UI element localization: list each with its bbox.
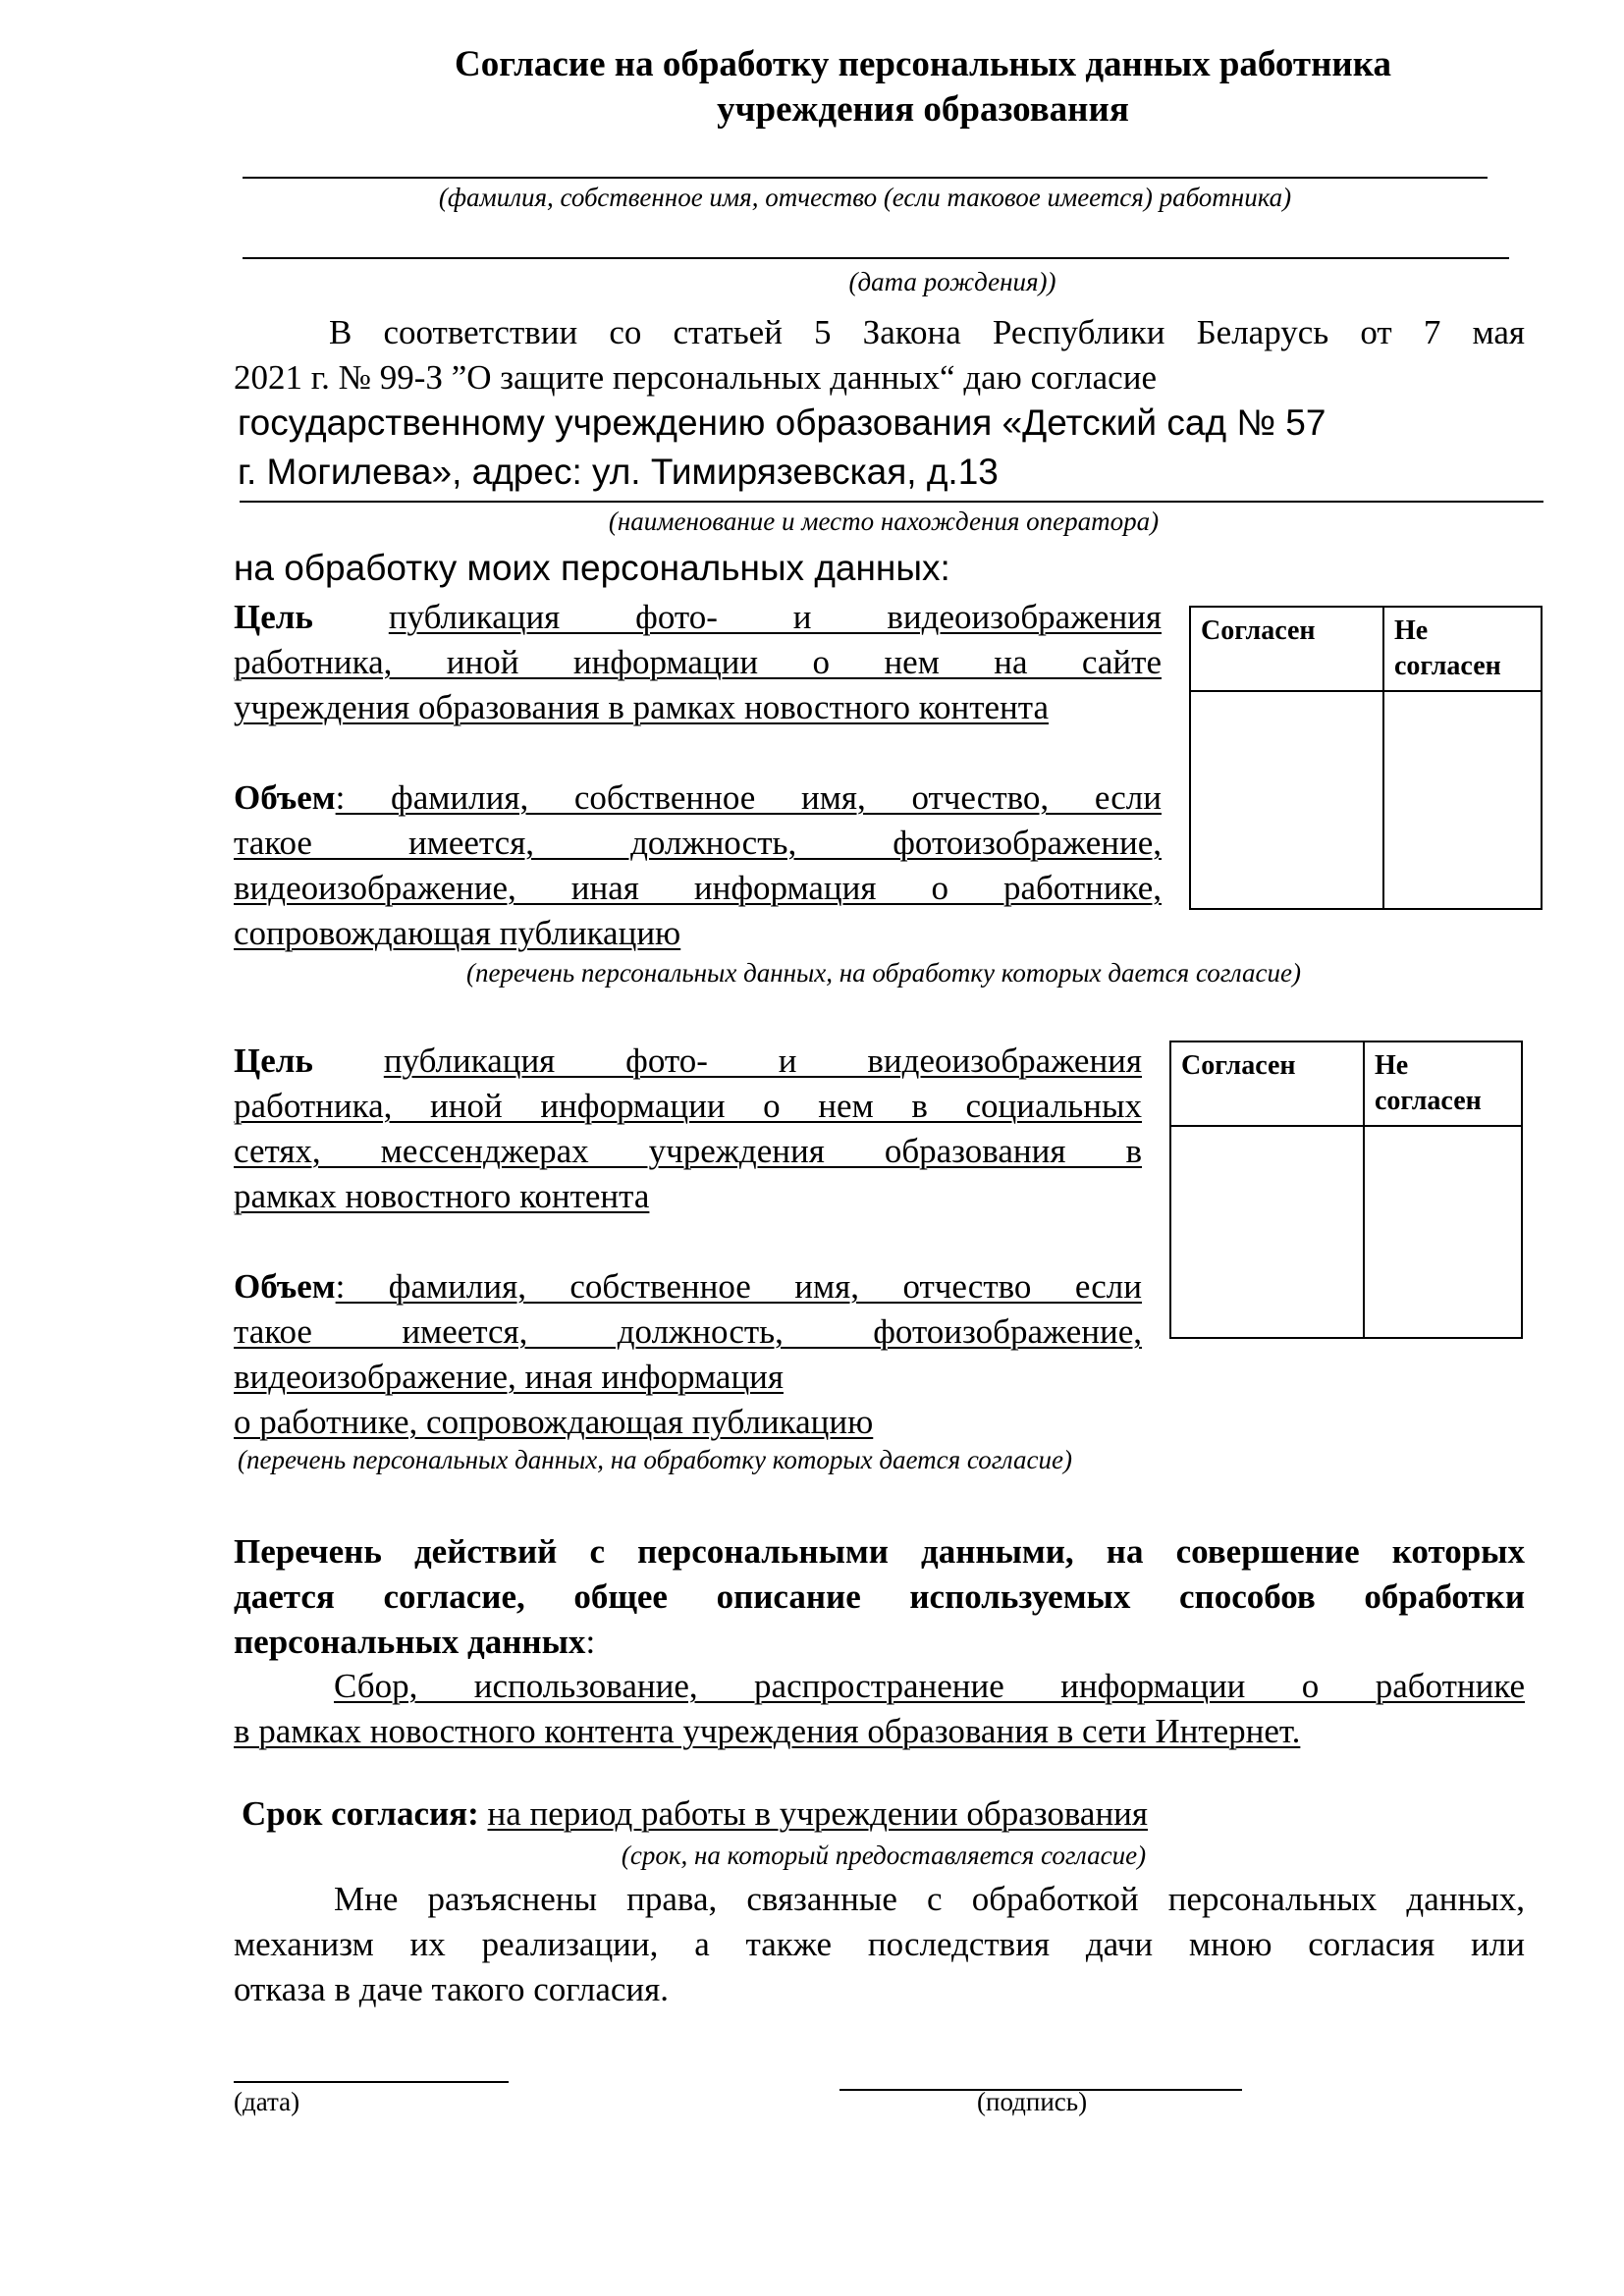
block2-scope-line-1: Объем: фамилия, собственное имя, отчество если xyxy=(234,1267,1142,1306)
block2-data-caption: (перечень персональных данных, на обработку которых дается согласие) xyxy=(238,1445,1072,1474)
block2-scope-line-3: видеоизображение, иная информация xyxy=(234,1358,784,1396)
birth-date-line[interactable] xyxy=(243,257,1509,259)
actions-text-line-1: Сбор, использование, распространение информации о работнике xyxy=(334,1667,1525,1705)
block1-scope-line-2: такое имеется, должность, фотоизображение, xyxy=(234,824,1162,862)
closing-line-1: Мне разъяснены права, связанные с обработкой персональных данных, xyxy=(334,1880,1525,1918)
term-value: на период работы в учреждении образования xyxy=(487,1794,1149,1833)
block1-agree-checkbox[interactable] xyxy=(1190,691,1383,909)
block2-agree-checkbox[interactable] xyxy=(1170,1126,1364,1338)
block2-purpose-line-3: сетях, мессенджерах учреждения образования в xyxy=(234,1132,1142,1170)
date-caption: (дата) xyxy=(234,2087,300,2116)
block2-purpose-line-2: работника, иной информации о нем в социальных xyxy=(234,1087,1142,1125)
employee-name-line[interactable] xyxy=(243,177,1488,179)
block2-disagree-checkbox[interactable] xyxy=(1364,1126,1522,1338)
block2-scope-label: Объем xyxy=(234,1267,336,1306)
document-title-line2: учреждения образования xyxy=(717,89,1129,130)
term-caption: (срок, на который предоставляется согласие) xyxy=(621,1841,1147,1870)
block1-scope-line-4: сопровождающая публикацию xyxy=(234,914,681,952)
operator-line-1: государственному учреждению образования «Детский сад № 57 xyxy=(238,402,1326,443)
block1-scope-label: Объем xyxy=(234,778,336,817)
block2-text xyxy=(234,1039,1142,1445)
actions-heading-line-3: персональных данных: xyxy=(234,1623,596,1661)
signature-caption: (подпись) xyxy=(977,2087,1088,2116)
block1-data-caption: (перечень персональных данных, на обработку которых дается согласие) xyxy=(466,958,1301,988)
date-line[interactable] xyxy=(234,2081,509,2083)
block1-purpose-label: Цель xyxy=(234,598,313,636)
block2-disagree-header: Не согласен xyxy=(1364,1041,1522,1126)
block2-purpose-line-4: рамках новостного контента xyxy=(234,1177,650,1215)
processing-of-text: на обработку моих персональных данных: xyxy=(234,548,950,588)
block2-agree-header: Согласен xyxy=(1170,1041,1364,1126)
block2-consent-table xyxy=(1169,1041,1523,1339)
employee-name-caption: (фамилия, собственное имя, отчество (если таковое имеется) работника) xyxy=(438,183,1292,212)
intro-line-1: В соответствии со статьей 5 Закона Республики Беларусь от 7 мая xyxy=(329,313,1525,351)
term-label: Срок согласия: xyxy=(242,1794,479,1833)
operator-underline[interactable] xyxy=(240,501,1543,503)
block1-text xyxy=(234,595,1162,956)
intro-line-2: 2021 г. № 99-З ”О защите персональных данных“ даю согласие xyxy=(234,358,1157,397)
actions-text-line-2: в рамках новостного контента учреждения образования в сети Интернет. xyxy=(234,1712,1301,1750)
block1-scope-line-1: Объем: фамилия, собственное имя, отчество, если xyxy=(234,778,1162,817)
block2-scope-line-4: о работнике, сопровождающая публикацию xyxy=(234,1403,874,1441)
closing-line-3: отказа в даче такого согласия. xyxy=(234,1970,670,2008)
actions-heading-line-1: Перечень действий с персональными данными, на совершение которых xyxy=(234,1532,1525,1571)
block2-purpose-line-1: Цель публикация фото- и видеоизображения xyxy=(234,1041,1143,1080)
block2-purpose-label: Цель xyxy=(234,1041,313,1080)
block1-purpose-line-2: работника, иной информации о нем на сайте xyxy=(234,643,1162,681)
operator-line-2: г. Могилева», адрес: ул. Тимирязевская, д.13 xyxy=(238,452,999,492)
block1-consent-table xyxy=(1189,606,1543,910)
birth-date-caption: (дата рождения)) xyxy=(848,267,1056,296)
block1-disagree-header: Не согласен xyxy=(1383,607,1542,691)
block2-scope-line-2: такое имеется, должность, фотоизображение, xyxy=(234,1312,1142,1351)
block2-spacer xyxy=(234,1219,1142,1264)
block1-agree-header: Согласен xyxy=(1190,607,1383,691)
term-row xyxy=(242,1791,1148,1837)
closing-line-2: механизм их реализации, а также последствия дачи мною согласия или xyxy=(234,1925,1525,1963)
block1-spacer xyxy=(234,730,1162,775)
block1-scope-line-3: видеоизображение, иная информация о работнике, xyxy=(234,869,1162,907)
block1-disagree-checkbox[interactable] xyxy=(1383,691,1542,909)
block1-purpose-line-3: учреждения образования в рамках новостного контента xyxy=(234,688,1050,726)
actions-heading-line-2: дается согласие, общее описание используемых способов обработки xyxy=(234,1577,1525,1616)
document-title-line1: Согласие на обработку персональных данных работника xyxy=(454,44,1392,84)
operator-caption: (наименование и место нахождения оператора) xyxy=(608,507,1160,536)
block1-purpose-line-1: Цель публикация фото- и видеоизображения xyxy=(234,598,1163,636)
